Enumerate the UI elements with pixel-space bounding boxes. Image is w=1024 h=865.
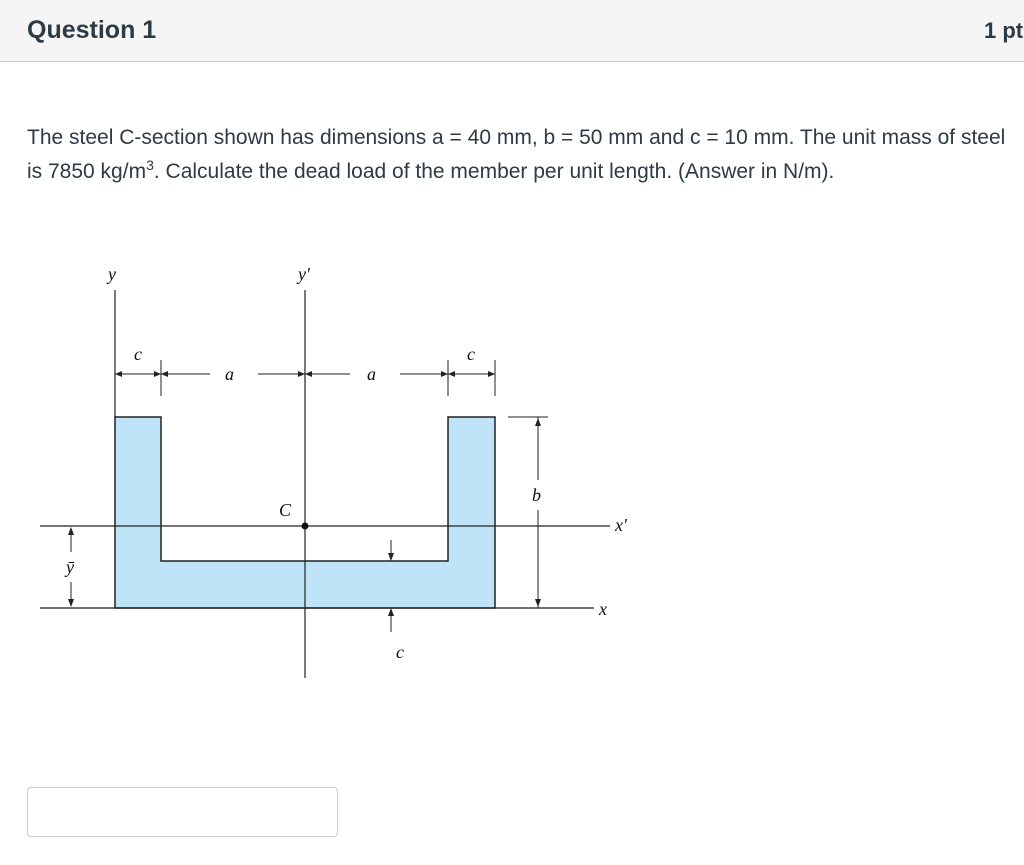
label-c-left: c — [134, 344, 142, 364]
arrow-b-top — [535, 418, 541, 426]
label-centroid: C — [279, 500, 292, 520]
arrow-b-bottom — [535, 599, 541, 607]
label-x-prime: x' — [615, 515, 627, 535]
question-text — [27, 121, 1012, 189]
question-header — [0, 0, 1024, 62]
arrow-c-bottom-upper — [388, 553, 394, 561]
label-y-bar: ȳ — [66, 557, 74, 577]
arrow-ybar-bottom — [68, 599, 74, 607]
arrow-c-bottom-lower — [388, 608, 394, 616]
centroid-point — [302, 523, 309, 530]
answer-input[interactable] — [27, 787, 338, 837]
label-a-right: a — [367, 364, 376, 384]
label-x: x — [599, 599, 607, 619]
question-title: Question 1 — [27, 16, 157, 44]
label-c-right: c — [467, 344, 475, 364]
label-b: b — [532, 485, 541, 505]
question-text-superscript: 3 — [146, 157, 154, 173]
label-y-prime: y' — [298, 264, 310, 284]
question-points: 1 pt — [984, 18, 1024, 43]
label-y: y — [108, 264, 116, 284]
arrow-ybar-top — [68, 527, 74, 535]
label-c-bottom: c — [396, 642, 404, 662]
c-section-diagram — [0, 250, 700, 690]
question-text-part2: . Calculate the dead load of the member per unit length. (Answer in N/m). — [153, 160, 835, 183]
question-text-part1: The steel C-section shown has dimensions a = 40 mm, b = 50 mm and c = 10 mm. The unit mass of steel is 7850 kg/m — [27, 126, 1006, 183]
label-a-left: a — [225, 364, 234, 384]
